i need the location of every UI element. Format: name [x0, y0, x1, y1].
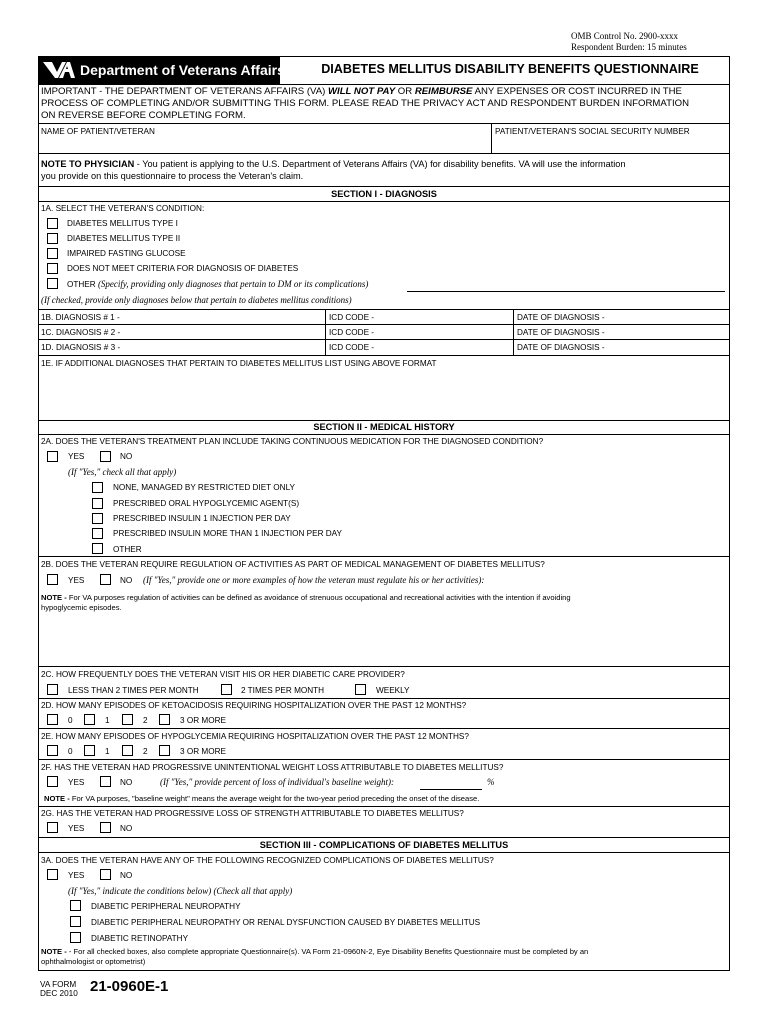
option-med-oral-agent: PRESCRIBED ORAL HYPOGLYCEMIC AGENT(S)	[113, 499, 300, 508]
checkbox-med-insulin-multi[interactable]	[92, 528, 103, 539]
checkbox-2f-yes[interactable]	[47, 776, 58, 787]
label-3a-yes: YES	[68, 871, 85, 880]
other-condition-specify-line[interactable]	[407, 291, 725, 292]
diagnosis-3-date-label: DATE OF DIAGNOSIS -	[517, 343, 605, 352]
question-2b-if-yes: (If "Yes," provide one or more examples of how the veteran must regulate his or her activities):	[143, 575, 485, 585]
diagnosis-1-label: 1B. DIAGNOSIS # 1 -	[41, 313, 120, 322]
note-2f: NOTE - For VA purposes, "baseline weight" means the average weight for the two-year period preceding the onset of the disease.	[44, 794, 480, 803]
option-keto-3-or-more: 3 OR MORE	[180, 716, 226, 725]
omb-control-number: OMB Control No. 2900-xxxx	[571, 31, 679, 41]
question-2a-if-yes: (If "Yes," check all that apply)	[68, 467, 177, 477]
note-2b-line1: NOTE - For VA purposes regulation of activities can be defined as avoidance of strenuous occupational and recreational activities with the intention if avoiding	[41, 593, 571, 602]
respondent-burden: Respondent Burden: 15 minutes	[571, 42, 687, 52]
note-2b-line2: hypoglycemic episodes.	[41, 603, 122, 612]
checkbox-does-not-meet-criteria[interactable]	[47, 263, 58, 274]
diagnosis-1-icd-label: ICD CODE -	[329, 313, 375, 322]
checkbox-retinopathy[interactable]	[70, 932, 81, 943]
option-keto-2: 2	[143, 716, 148, 725]
checkbox-2f-no[interactable]	[100, 776, 111, 787]
label-2a-yes: YES	[68, 452, 85, 461]
agency-name: Department of Veterans Affairs	[80, 62, 285, 78]
checkbox-med-other[interactable]	[92, 543, 103, 554]
option-impaired-fasting-glucose: IMPAIRED FASTING GLUCOSE	[67, 249, 186, 258]
checkbox-hypo-0[interactable]	[47, 745, 58, 756]
checkbox-2a-yes[interactable]	[47, 451, 58, 462]
question-2f-if-yes: (If "Yes," provide percent of loss of individual's baseline weight):	[160, 777, 394, 787]
label-2g-yes: YES	[68, 824, 85, 833]
checkbox-visits-2-per-month[interactable]	[221, 684, 232, 695]
option-keto-0: 0	[68, 716, 73, 725]
checkbox-peripheral-neuropathy[interactable]	[70, 900, 81, 911]
footer-va-form: VA FORM	[40, 980, 77, 989]
percent-sign: %	[487, 777, 495, 787]
option-med-insulin-1: PRESCRIBED INSULIN 1 INJECTION PER DAY	[113, 514, 291, 523]
question-1a: 1A. SELECT THE VETERAN'S CONDITION:	[41, 204, 205, 213]
diagnosis-3-icd-label: ICD CODE -	[329, 343, 375, 352]
checkbox-med-insulin-1[interactable]	[92, 513, 103, 524]
diagnosis-2-label: 1C. DIAGNOSIS # 2 -	[41, 328, 121, 337]
checkbox-med-diet-only[interactable]	[92, 482, 103, 493]
checkbox-keto-1[interactable]	[84, 714, 95, 725]
footer-date: DEC 2010	[40, 989, 78, 998]
checkbox-visits-less-than-2[interactable]	[47, 684, 58, 695]
checkbox-2g-yes[interactable]	[47, 822, 58, 833]
diagnosis-2-icd-label: ICD CODE -	[329, 328, 375, 337]
option-other-condition: OTHER (Specify, providing only diagnoses that pertain to DM or its complications)	[67, 279, 369, 289]
patient-name-label: NAME OF PATIENT/VETERAN	[41, 127, 155, 136]
question-3a: 3A. DOES THE VETERAN HAVE ANY OF THE FOLLOWING RECOGNIZED COMPLICATIONS OF DIABETES MELLITUS?	[41, 856, 494, 865]
question-2e: 2E. HOW MANY EPISODES OF HYPOGLYCEMIA REQUIRING HOSPITALIZATION OVER THE PAST 12 MONTHS?	[41, 732, 469, 741]
diagnosis-2-date-label: DATE OF DIAGNOSIS -	[517, 328, 605, 337]
checkbox-hypo-1[interactable]	[84, 745, 95, 756]
option-neuropathy-renal: DIABETIC PERIPHERAL NEUROPATHY OR RENAL DYSFUNCTION CAUSED BY DIABETES MELLITUS	[91, 918, 481, 927]
checkbox-keto-2[interactable]	[122, 714, 133, 725]
important-notice-line2: PROCESS OF COMPLETING AND/OR SUBMITTING THIS FORM. PLEASE READ THE PRIVACY ACT AND RESPONDENT BURDEN INFORMATION	[41, 98, 690, 109]
option-visits-weekly: WEEKLY	[376, 686, 410, 695]
question-1e: 1E. IF ADDITIONAL DIAGNOSES THAT PERTAIN TO DIABETES MELLITUS LIST USING ABOVE FORMAT	[41, 359, 437, 368]
section1-title: SECTION I - DIAGNOSIS	[331, 189, 437, 199]
checkbox-other-condition[interactable]	[47, 278, 58, 289]
checkbox-impaired-fasting-glucose[interactable]	[47, 248, 58, 259]
option-dm-type2: DIABETES MELLITUS TYPE II	[67, 234, 181, 243]
question-2d: 2D. HOW MANY EPISODES OF KETOACIDOSIS REQUIRING HOSPITALIZATION OVER THE PAST 12 MONTHS?	[41, 701, 467, 710]
checkbox-hypo-2[interactable]	[122, 745, 133, 756]
checkbox-keto-0[interactable]	[47, 714, 58, 725]
patient-ssn-label: PATIENT/VETERAN'S SOCIAL SECURITY NUMBER	[495, 127, 690, 136]
option-med-insulin-multi: PRESCRIBED INSULIN MORE THAN 1 INJECTION PER DAY	[113, 529, 342, 538]
option-hypo-0: 0	[68, 747, 73, 756]
va-logo-icon	[42, 59, 76, 81]
checkbox-visits-weekly[interactable]	[355, 684, 366, 695]
additional-diagnoses-field[interactable]	[38, 370, 730, 420]
label-3a-no: NO	[120, 871, 133, 880]
checkbox-hypo-3-or-more[interactable]	[159, 745, 170, 756]
patient-name-field[interactable]	[38, 137, 491, 153]
option-retinopathy: DIABETIC RETINOPATHY	[91, 934, 189, 943]
checkbox-2a-no[interactable]	[100, 451, 111, 462]
note-to-physician-line2: you provide on this questionnaire to process the Veteran's claim.	[41, 171, 304, 181]
label-2g-no: NO	[120, 824, 133, 833]
question-2f: 2F. HAS THE VETERAN HAD PROGRESSIVE UNINTENTIONAL WEIGHT LOSS ATTRIBUTABLE TO DIABETES MELLITUS?	[41, 763, 504, 772]
checkbox-med-oral-agent[interactable]	[92, 498, 103, 509]
question-3a-if-yes: (If "Yes," indicate the conditions below) (Check all that apply)	[68, 886, 293, 896]
checkbox-keto-3-or-more[interactable]	[159, 714, 170, 725]
option-visits-less-than-2: LESS THAN 2 TIMES PER MONTH	[68, 686, 199, 695]
footer-form-number: 21-0960E-1	[90, 978, 169, 995]
checkbox-dm-type2[interactable]	[47, 233, 58, 244]
question-2b: 2B. DOES THE VETERAN REQUIRE REGULATION OF ACTIVITIES AS PART OF MEDICAL MANAGEMENT OF DIABETES MELLITUS?	[41, 560, 545, 569]
checked-note: (If checked, provide only diagnoses below that pertain to diabetes mellitus conditions)	[41, 295, 352, 305]
checkbox-2b-no[interactable]	[100, 574, 111, 585]
checkbox-dm-type1[interactable]	[47, 218, 58, 229]
label-2b-no: NO	[120, 576, 133, 585]
option-dm-type1: DIABETES MELLITUS TYPE I	[67, 219, 178, 228]
checkbox-2b-yes[interactable]	[47, 574, 58, 585]
note-3a-line1: NOTE - - For all checked boxes, also complete appropriate Questionnaire(s). VA Form 21-0960N-2, Eye Disability Benefits Questionnaire must be completed by an	[41, 947, 589, 956]
patient-ssn-field[interactable]	[492, 137, 730, 153]
form-title: DIABETES MELLITUS DISABILITY BENEFITS QUESTIONNAIRE	[321, 62, 699, 76]
diagnosis-1-date-label: DATE OF DIAGNOSIS -	[517, 313, 605, 322]
option-hypo-3-or-more: 3 OR MORE	[180, 747, 226, 756]
option-does-not-meet-criteria: DOES NOT MEET CRITERIA FOR DIAGNOSIS OF DIABETES	[67, 264, 299, 273]
note-3a-line2: ophthalmologist or optometrist)	[41, 957, 146, 966]
option-peripheral-neuropathy: DIABETIC PERIPHERAL NEUROPATHY	[91, 902, 241, 911]
checkbox-neuropathy-renal[interactable]	[70, 916, 81, 927]
diagnosis-3-label: 1D. DIAGNOSIS # 3 -	[41, 343, 121, 352]
question-2a: 2A. DOES THE VETERAN'S TREATMENT PLAN INCLUDE TAKING CONTINUOUS MEDICATION FOR THE DIAGNOSED CONDITION?	[41, 437, 544, 446]
va-header-block	[38, 56, 285, 84]
note-to-physician-line1: NOTE TO PHYSICIAN - You patient is applying to the U.S. Department of Veterans Affairs (VA) for disability benefits. VA will use the information	[41, 159, 626, 169]
section2-title: SECTION II - MEDICAL HISTORY	[313, 422, 455, 432]
option-med-diet-only: NONE, MANAGED BY RESTRICTED DIET ONLY	[113, 483, 295, 492]
checkbox-2g-no[interactable]	[100, 822, 111, 833]
option-keto-1: 1	[105, 716, 110, 725]
option-med-other: OTHER	[113, 545, 142, 554]
checkbox-3a-no[interactable]	[100, 869, 111, 880]
label-2a-no: NO	[120, 452, 133, 461]
option-visits-2-per-month: 2 TIMES PER MONTH	[241, 686, 325, 695]
label-2b-yes: YES	[68, 576, 85, 585]
question-2c: 2C. HOW FREQUENTLY DOES THE VETERAN VISIT HIS OR HER DIABETIC CARE PROVIDER?	[41, 670, 405, 679]
important-notice-line3: ON REVERSE BEFORE COMPLETING FORM.	[41, 110, 246, 121]
checkbox-3a-yes[interactable]	[47, 869, 58, 880]
weight-loss-percent-field[interactable]	[420, 789, 482, 790]
label-2f-yes: YES	[68, 778, 85, 787]
option-hypo-1: 1	[105, 747, 110, 756]
label-2f-no: NO	[120, 778, 133, 787]
question-2g: 2G. HAS THE VETERAN HAD PROGRESSIVE LOSS OF STRENGTH ATTRIBUTABLE TO DIABETES MELLITUS?	[41, 809, 464, 818]
regulation-examples-field[interactable]	[38, 614, 730, 666]
option-hypo-2: 2	[143, 747, 148, 756]
section3-title: SECTION III - COMPLICATIONS OF DIABETES MELLITUS	[259, 840, 509, 850]
important-notice-line1: IMPORTANT - THE DEPARTMENT OF VETERANS AFFAIRS (VA) WILL NOT PAY OR REIMBURSE ANY EXPENSES OR COST INCURRED IN THE	[41, 86, 682, 97]
